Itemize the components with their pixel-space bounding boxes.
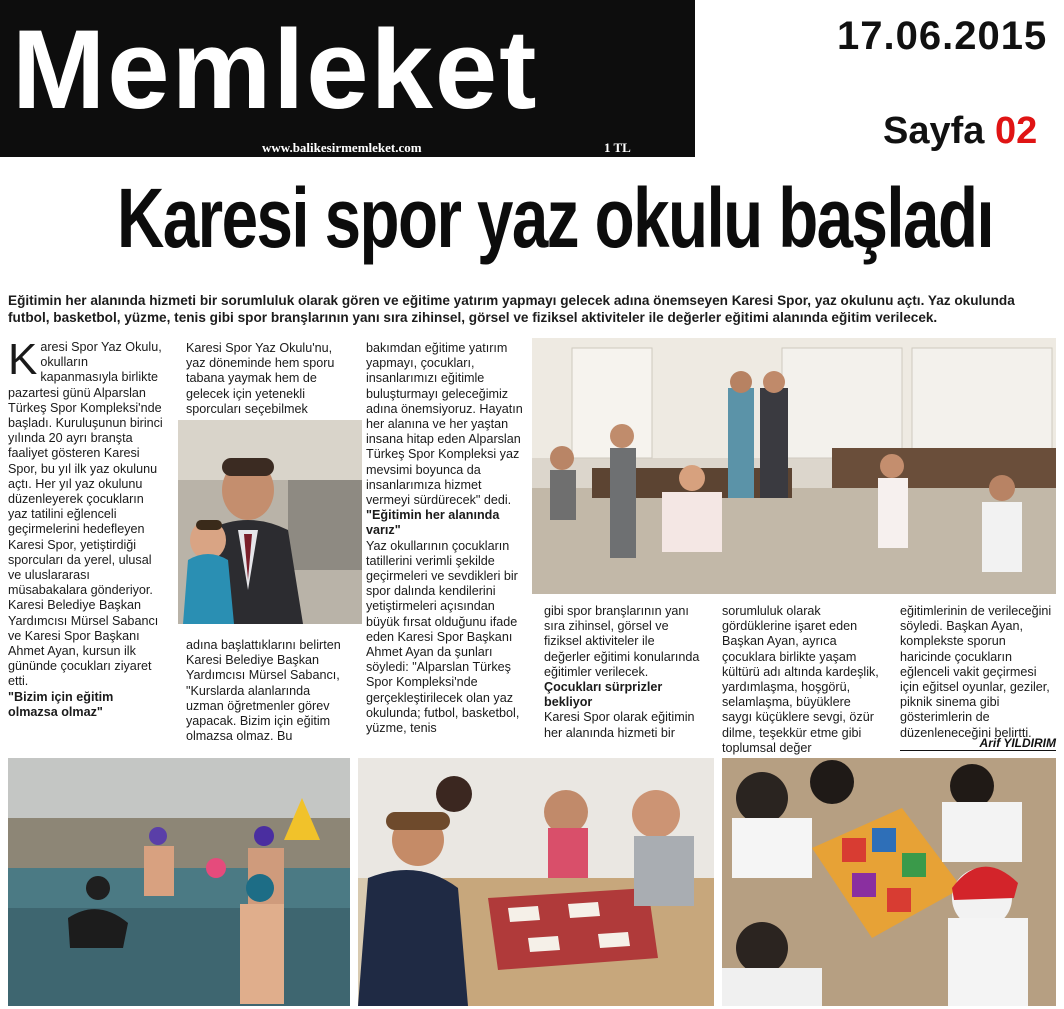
page-indicator (883, 110, 1037, 153)
newspaper-price: 1 TL (604, 140, 631, 155)
column-4 (544, 604, 702, 741)
column-4-text-1: gibi spor branşlarının yanı sıra zihinsel, görsel ve fiziksel aktiviteler ile değerler eğitimi konularında eğitimler verilecek. (544, 604, 700, 679)
newspaper-url[interactable]: www.balikesirmemleket.com (262, 140, 422, 155)
photo-swimming-pool (8, 758, 350, 1006)
newspaper-title: Memleket (12, 7, 539, 132)
column-1-text: aresi Spor Yaz Okulu, okulların kapanmasıyla birlikte pazartesi günü Alparslan Türkeş Spor Kompleksi'nde başladı. Kuruluşunun birinci yılında 20 ayrı branşta faaliyet gösteren Karesi Spor, bu yıl ilk yaz okulunu açtı. Her yıl yaz okulunu düzenleyerek çocukların yaz tatilini eğlenceli geçirmelerini hedefleyen Karesi Spor, yetiştirdiği sporcuları da yerel, ulusal ve uluslararası müsabakalara gönderiyor. Karesi Belediye Başkan Yardımcısı Mürsel Sabancı ve Karesi Spor Başkanı Ahmet Ayan, kursun ilk gününde çocukları ziyaret etti. (8, 340, 163, 689)
column-6: eğitimlerinin de verileceğini söyledi. Başkan Ayan, komplekste sporun haricinde çocukların eğlenceli vakit geçirmesi için eğitsel oyunlar, geziler, piknik sinema gibi gösterimlerin de düzenleneceğini belirtti. (900, 604, 1052, 740)
column-2-top: Karesi Spor Yaz Okulu'nu, yaz döneminde hem sporu tabana yaymak hem de gelecek için yetenekli sporcuları seçebilmek (186, 341, 335, 416)
page-number: 02 (994, 110, 1038, 152)
photo-official-with-child (178, 420, 362, 624)
lead-paragraph: Eğitimin her alanında hizmeti bir sorumluluk olarak gören ve eğitime yatırım yapmayı gelecek adına önemseyen Karesi Spor, yaz okulunu açtı. Yaz okulunda futbol, basketbol, yüzme, tenis gibi spor branşlarının yanı sıra zihinsel, görsel ve fiziksel aktiviteler ile değerler eğitimi alanında eğitim verilecek. (8, 293, 1015, 325)
photo-chess-game (358, 758, 714, 1006)
headline: Karesi spor yaz okulu başladı (117, 171, 994, 265)
photo-puzzle-game (722, 758, 1056, 1006)
subhead-2: "Eğitimin her alanında varız" (366, 508, 500, 538)
subhead-1: "Bizim için eğitim olmazsa olmaz" (8, 689, 114, 719)
subhead-3: Çocukları sürprizler bekliyor (544, 680, 663, 710)
column-1 (8, 335, 166, 720)
byline-rule (900, 750, 1056, 751)
column-5: sorumluluk olarak gördüklerine işaret eden Başkan Ayan, ayrıca çocuklara birlikte yaşam kültürü adı altında kardeşlik, yardımlaşma, hoşgörü, selamlaşma, büyüklere saygı küçüklere sevgi, özür dilme, teşekkür etme gibi toplumsal değer (722, 604, 879, 755)
dropcap: K (8, 335, 38, 384)
column-3 (366, 341, 524, 736)
author-byline: Arif YILDIRIM (979, 736, 1056, 750)
issue-date: 17.06.2015 (837, 14, 1048, 58)
column-3-text-2: Yaz okullarının çocukların tatillerini verimli şekilde geçirmeleri ve sevdikleri bir spor dalında kendilerini yetiştirmeleri açısından büyük fırsat olduğunu ifade eden Karesi Spor Başkanı Ahmet Ayan da şunları söyledi: "Alparslan Türkeş Spor Kompleksi'nde gerçekleştirilecek olan yaz okulunda; futbol, basketbol, yüzme, tenis (366, 538, 520, 736)
photo-classroom-children (532, 338, 1056, 594)
column-3-text-1: bakımdan eğitime yatırım yapmayı, çocukları, insanlarımızı eğitimle buluşturmayı geleceğimiz adına önemsiyoruz. Hayatın her alanına ve her yaştan insana hitap eden Alparslan Türkeş Spor Kompleksi yaz mevsimi boyunca da insanlarımıza hizmet vermeyi sürdürecek" dedi. (366, 341, 523, 508)
column-2-bottom: adına başlattıklarını belirten Karesi Belediye Başkan Yardımcısı Mürsel Sabancı, "Kurslarda alanlarında uzman öğretmenler görev yapacak. Bizim için eğitim olmazsa olmaz. Bu (186, 638, 341, 744)
column-4-text-2: Karesi Spor olarak eğitimin her alanında hizmeti bir (544, 710, 695, 740)
page-label: Sayfa (883, 110, 985, 152)
